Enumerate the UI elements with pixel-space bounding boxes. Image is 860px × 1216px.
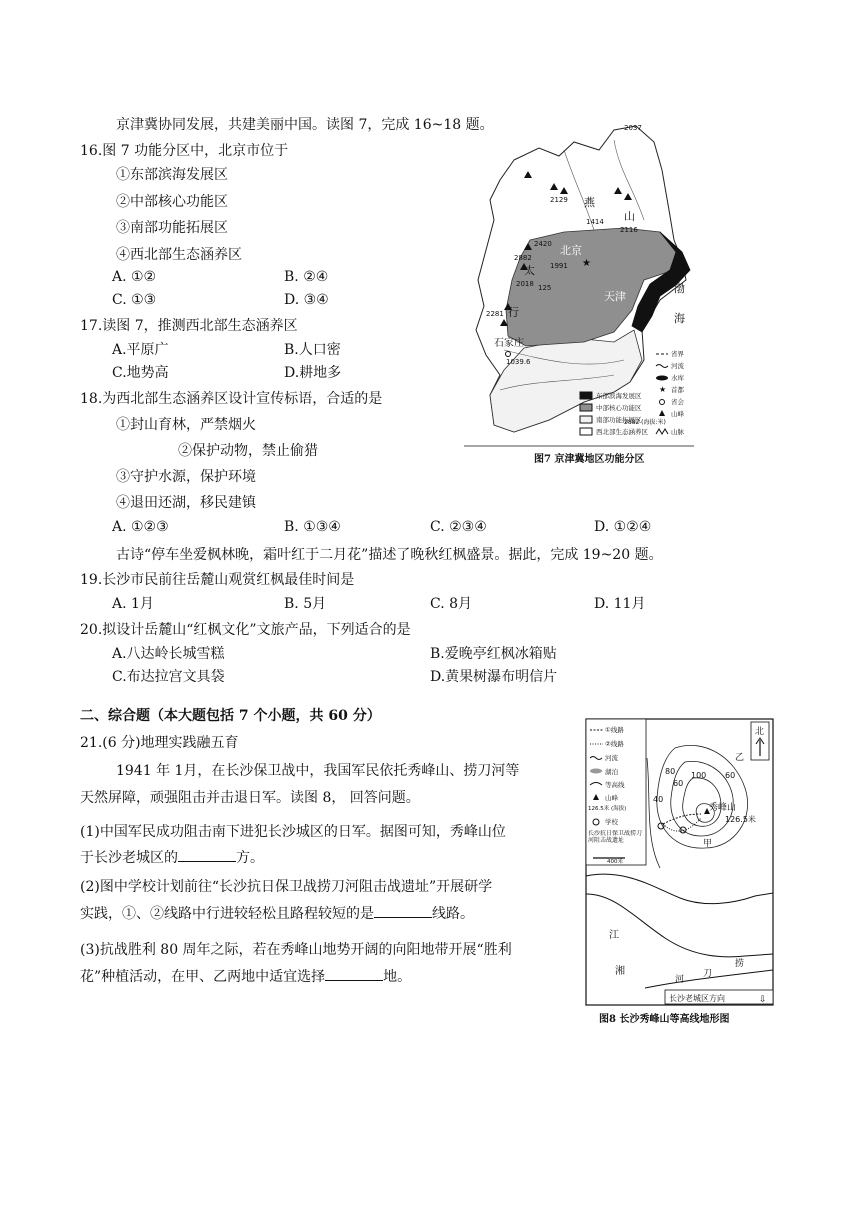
legend-range: 山脉 bbox=[671, 428, 684, 436]
peak-height-2037: 2037 bbox=[624, 124, 642, 132]
peak-height-1991: 1991 bbox=[550, 262, 568, 270]
river-label-dao: 刀 bbox=[703, 969, 713, 979]
q21-sub2-prefix: 实践，①、②线路中行进较轻松且路程较短的是 bbox=[80, 906, 374, 922]
q17-option-c[interactable]: C.地势高 bbox=[112, 365, 169, 381]
capital-star-icon: ★ bbox=[582, 258, 591, 269]
q16-item-4: ④西北部生态涵养区 bbox=[116, 247, 242, 263]
q16-option-d[interactable]: D. ③④ bbox=[284, 292, 329, 308]
q16-item-1: ①东部滨海发展区 bbox=[116, 167, 228, 183]
q17-option-a[interactable]: A.平原广 bbox=[112, 342, 169, 358]
q21-sub1-suffix: 方。 bbox=[236, 850, 264, 866]
legend-battle-site: 长沙抗日保卫战捞刀河阻击战遗址 bbox=[588, 830, 643, 844]
q20-option-b[interactable]: B.爱晚亭红枫冰箱贴 bbox=[430, 646, 557, 662]
q16-option-c[interactable]: C. ①③ bbox=[112, 292, 157, 308]
q18-item-4: ④退田还湖，移民建镇 bbox=[116, 495, 256, 511]
map-label-shijiazhuang: 石家庄 bbox=[494, 338, 524, 349]
q17-stem: 17.读图 7，推测西北部生态涵养区 bbox=[80, 318, 298, 334]
legend-zone-center: 中部核心功能区 bbox=[596, 404, 642, 412]
legend-capital: 首都 bbox=[671, 386, 684, 394]
map-label-hang: 行 bbox=[508, 306, 519, 319]
map-label-yan: 燕 bbox=[584, 196, 595, 209]
peak-height-2129: 2129 bbox=[550, 196, 568, 204]
peak-height-2281: 2281 bbox=[486, 310, 504, 318]
contour-80: 80 bbox=[665, 767, 676, 776]
map-label-tai: 太 bbox=[524, 264, 535, 277]
legend-zone-south: 南部功能拓展区 bbox=[596, 416, 642, 424]
legend-boundary: 省界 bbox=[671, 350, 684, 358]
legend-school: 学校 bbox=[605, 818, 618, 826]
q19-option-a[interactable]: A. 1月 bbox=[112, 596, 154, 612]
legend-river: 河流 bbox=[605, 754, 618, 762]
q18-option-c[interactable]: C. ②③④ bbox=[430, 519, 487, 535]
intro-16-18: 京津冀协同发展，共建美丽中国。读图 7，完成 16~18 题。 bbox=[116, 117, 494, 133]
q21-sub2-line2 bbox=[80, 905, 474, 923]
q16-option-a[interactable]: A. ①② bbox=[112, 269, 157, 285]
map-label-bohai-2: 海 bbox=[674, 312, 685, 325]
q21-paragraph-2: 天然屏障，顽强阻击并击退日军。读图 8， 回答问题。 bbox=[80, 790, 420, 806]
q17-option-b[interactable]: B.人口密 bbox=[284, 342, 341, 358]
direction-label: 长沙老城区方向 bbox=[669, 994, 725, 1003]
legend-capital-icon: ★ bbox=[659, 385, 667, 394]
river-label-lao: 捞 bbox=[735, 959, 745, 969]
figure-8-map bbox=[585, 718, 785, 1030]
legend-lake: 湖泊 bbox=[605, 768, 618, 776]
legend-route-2: ②线路 bbox=[605, 740, 624, 748]
peak-height-1039: 1039.6 bbox=[506, 358, 531, 366]
intro-19-20: 古诗“停车坐爱枫林晚，霜叶红于二月花”描述了晚秋红枫盛景。据此，完成 19~20 题。 bbox=[116, 547, 663, 563]
peak-height-2882: 2882 bbox=[514, 254, 532, 262]
peak-height-2018: 2018 bbox=[516, 280, 534, 288]
q18-option-d[interactable]: D. ①②④ bbox=[594, 519, 652, 535]
peak-height-125: 125 bbox=[538, 284, 552, 292]
map-label-bohai-1: 渤 bbox=[674, 282, 685, 295]
location-yi: 乙 bbox=[735, 753, 745, 763]
q17-option-d[interactable]: D.耕地多 bbox=[284, 365, 342, 381]
q20-option-d[interactable]: D.黄果树瀑布明信片 bbox=[430, 669, 558, 685]
q16-item-3: ③南部功能拓展区 bbox=[116, 220, 228, 236]
map-label-shan: 山 bbox=[624, 210, 635, 223]
q20-stem: 20.拟设计岳麓山“红枫文化”文旅产品，下列适合的是 bbox=[80, 622, 411, 638]
section-2-heading: 二、综合题（本大题包括 7 个小题，共 60 分） bbox=[80, 708, 381, 724]
q21-title: 21.(6 分)地理实践融五育 bbox=[80, 735, 239, 751]
map-label-tianjin: 天津 bbox=[604, 290, 626, 303]
q21-sub2-suffix: 线路。 bbox=[432, 906, 474, 922]
legend-peak: 山峰 bbox=[605, 794, 618, 802]
q21-sub2-answer-blank[interactable] bbox=[374, 905, 432, 918]
q21-sub1-prefix: 于长沙老城区的 bbox=[80, 850, 178, 866]
q16-option-b[interactable]: B. ②④ bbox=[284, 269, 329, 285]
q19-option-b[interactable]: B. 5月 bbox=[284, 596, 327, 612]
q19-option-d[interactable]: D. 11月 bbox=[594, 596, 646, 612]
figure-8-caption: 图8 长沙秀峰山等高线地形图 bbox=[599, 1014, 730, 1025]
q16-item-2: ②中部核心功能区 bbox=[116, 194, 228, 210]
q21-sub1-answer-blank[interactable] bbox=[178, 849, 236, 862]
legend-reservoir: 水库 bbox=[671, 374, 684, 382]
down-arrow-icon: ⇩ bbox=[759, 995, 767, 1005]
river-label-xiang: 湘 bbox=[615, 966, 625, 977]
legend-route-1: ①线路 bbox=[605, 726, 624, 734]
legend-peak: 山峰 bbox=[671, 410, 684, 418]
q20-option-c[interactable]: C.布达拉宫文具袋 bbox=[112, 669, 225, 685]
q18-item-1: ①封山育林，严禁烟火 bbox=[116, 417, 256, 433]
river-label-he: 河 bbox=[675, 975, 685, 985]
q16-stem: 16.图 7 功能分区中，北京市位于 bbox=[80, 143, 289, 159]
legend-provincial-capital: 省会 bbox=[671, 398, 684, 406]
legend-river: 河流 bbox=[671, 362, 684, 370]
q21-sub1-line1: (1)中国军民成功阻击南下进犯长沙城区的日军。据图可知，秀峰山位 bbox=[80, 824, 506, 840]
q18-option-b[interactable]: B. ①③④ bbox=[284, 519, 341, 535]
q21-sub3-line1: (3)抗战胜利 80 周年之际，若在秀峰山地势开阔的向阳地带开展“胜利 bbox=[80, 942, 512, 958]
q21-sub3-prefix: 花”种植活动，在甲、乙两地中适宜选择 bbox=[80, 969, 326, 985]
legend-zone-northwest: 西北部生态涵养区 bbox=[596, 428, 648, 436]
north-label: 北 bbox=[755, 727, 765, 737]
q20-option-a[interactable]: A.八达岭长城雪糕 bbox=[112, 646, 225, 662]
q21-paragraph-1: 1941 年 1月，在长沙保卫战中，我国军民依托秀峰山、捞刀河等 bbox=[116, 763, 520, 779]
peak-height-2420: 2420 bbox=[534, 240, 552, 248]
contour-60-east: 60 bbox=[725, 771, 736, 780]
figure-7-caption: 图7 京津冀地区功能分区 bbox=[534, 454, 645, 465]
legend-zone-east: 东部滨海发展区 bbox=[596, 392, 642, 400]
peak-height-1414: 1414 bbox=[586, 218, 604, 226]
q21-sub1-line2 bbox=[80, 849, 264, 867]
q18-stem: 18.为西北部生态涵养区设计宣传标语，合适的是 bbox=[80, 391, 383, 407]
peak-height-2116: 2116 bbox=[620, 226, 638, 234]
peak-height-label: 126.5米 bbox=[725, 815, 756, 824]
figure-7-map bbox=[464, 120, 694, 470]
q18-item-2: ②保护动物，禁止偷猎 bbox=[178, 443, 318, 459]
q21-sub3-line2 bbox=[80, 968, 411, 986]
contour-100: 100 bbox=[691, 771, 707, 780]
legend-elevation: 2882 (海拔:米) bbox=[624, 419, 666, 426]
river-label-jiang: 江 bbox=[609, 930, 619, 941]
location-jia: 甲 bbox=[703, 839, 713, 849]
map-label-beijing: 北京 bbox=[560, 244, 582, 257]
q21-sub3-answer-blank[interactable] bbox=[325, 968, 383, 981]
q18-option-a[interactable]: A. ①②③ bbox=[112, 519, 169, 535]
legend-peak-height: 126.5米 (海拔) bbox=[588, 806, 627, 812]
q21-sub3-suffix: 地。 bbox=[383, 969, 412, 985]
legend-scale: 400米 bbox=[607, 859, 623, 865]
q19-stem: 19.长沙市民前往岳麓山观赏红枫最佳时间是 bbox=[80, 572, 355, 588]
contour-60: 60 bbox=[673, 779, 684, 788]
q21-sub2-line1: (2)图中学校计划前往“长沙抗日保卫战捞刀河阻击战遗址”开展研学 bbox=[80, 879, 493, 895]
peak-label: 秀峰山 bbox=[709, 803, 737, 813]
q18-item-3: ③守护水源，保护环境 bbox=[116, 469, 256, 485]
contour-40: 40 bbox=[653, 795, 664, 804]
q19-option-c[interactable]: C. 8月 bbox=[430, 596, 473, 612]
legend-contour: 等高线 bbox=[605, 781, 625, 789]
